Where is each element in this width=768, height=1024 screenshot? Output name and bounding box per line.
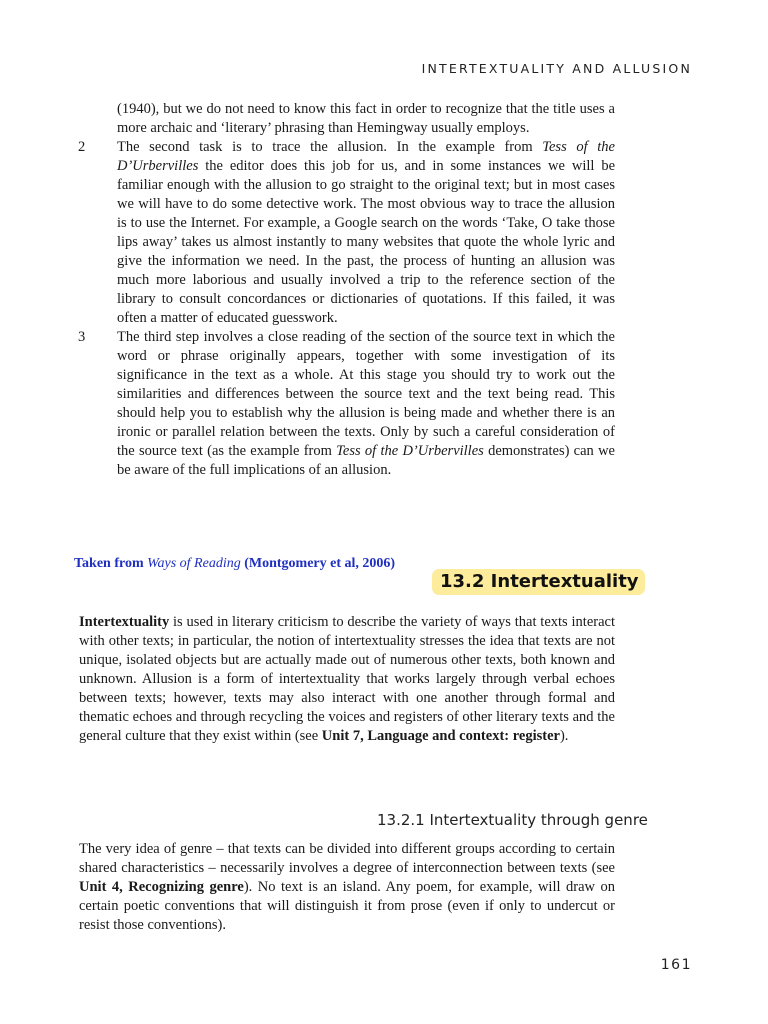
list-item-number: 3: [78, 329, 86, 345]
text-run: ). No text is an island. Any poem, for example, will draw on certain poetic conventions that will distinguish it from prose (even if only to undercut or resist those conventions).: [79, 879, 615, 933]
source-title: Ways of Reading: [147, 556, 241, 571]
source-note: [74, 556, 395, 572]
source-suffix: (Montgomery et al, 2006): [240, 556, 396, 571]
numbered-list: [0, 100, 768, 480]
list-item-text: [117, 138, 615, 328]
bold-text: Unit 4, Recognizing genre: [79, 879, 244, 895]
bold-text: Unit 7, Language and context: register: [321, 728, 560, 744]
list-item-text: [117, 328, 615, 480]
subsection-heading: 13.2.1 Intertextuality through genre: [377, 811, 648, 829]
text-run: (1940), but we do not need to know this fact in order to recognize that the title uses a more archaic and ‘literary’ phrasing than Hemingway usually employs.: [117, 101, 615, 136]
list-item-number: 2: [78, 139, 86, 155]
italic-text: Tess of the D’Urbervilles: [336, 443, 484, 459]
list-item: [0, 138, 768, 328]
text-run: demonstrates) can we be aware of the full implications of an allusion.: [117, 443, 615, 478]
list-item: [0, 328, 768, 480]
source-prefix: Taken from: [74, 556, 148, 571]
text-run: The very idea of genre – that texts can be divided into different groups according to certain shared characteristics – necessarily involves a degree of interconnection between texts (see: [79, 841, 615, 876]
italic-text: Tess of the D’Urbervilles: [117, 139, 615, 174]
text-run: is used in literary criticism to describe the variety of ways that texts interact with other texts; in particular, the notion of intertextuality stresses the idea that texts are not unique, isolated objects but are actually made out of numerous other texts, both known and unknown. Allusion is a form of intertextuality that works largely through verbal echoes between texts; however, texts may also interact with one another through formal and thematic echoes and through recycling the voices and registers of other literary texts and the general culture that they exist within (see: [79, 614, 615, 744]
text-run: The second task is to trace the allusion. In the example from: [117, 139, 543, 155]
section-heading: 13.2 Intertextuality: [432, 569, 645, 595]
text-run: The third step involves a close reading of the section of the source text in which the word or phrase originally appears, together with some investigation of its significance in the text as a whole. At this stage you should try to work out the similarities and differences between the source text and the text being read. This should help you to establish why the allusion is being made and whether there is an ironic or parallel relation between the texts. Only by such a careful consideration of the source text (as the example from: [117, 329, 615, 459]
list-item-text: [117, 100, 615, 138]
bold-text: Intertextuality: [79, 614, 170, 630]
intro-paragraph: [79, 613, 615, 746]
text-run: the editor does this job for us, and in some instances we will be familiar enough with the allusion to go straight to the original text; but in most cases we will have to do some detective work. The most obvious way to trace the allusion is to use the Internet. For example, a Google search on the words ‘Take, O take those lips away’ takes us almost instantly to many websites that quote the whole lyric and give the information we need. In the past, the process of hunting an allusion was much more laborious and usually involved a trip to the reference section of the library to consult concordances or dictionaries of quotations. If this failed, it was often a matter of educated guesswork.: [117, 158, 615, 326]
running-head: INTERTEXTUALITY AND ALLUSION: [421, 61, 692, 76]
genre-paragraph: [79, 840, 615, 935]
text-run: ).: [559, 728, 569, 744]
list-item: [0, 100, 768, 138]
page-number: 161: [660, 957, 692, 973]
